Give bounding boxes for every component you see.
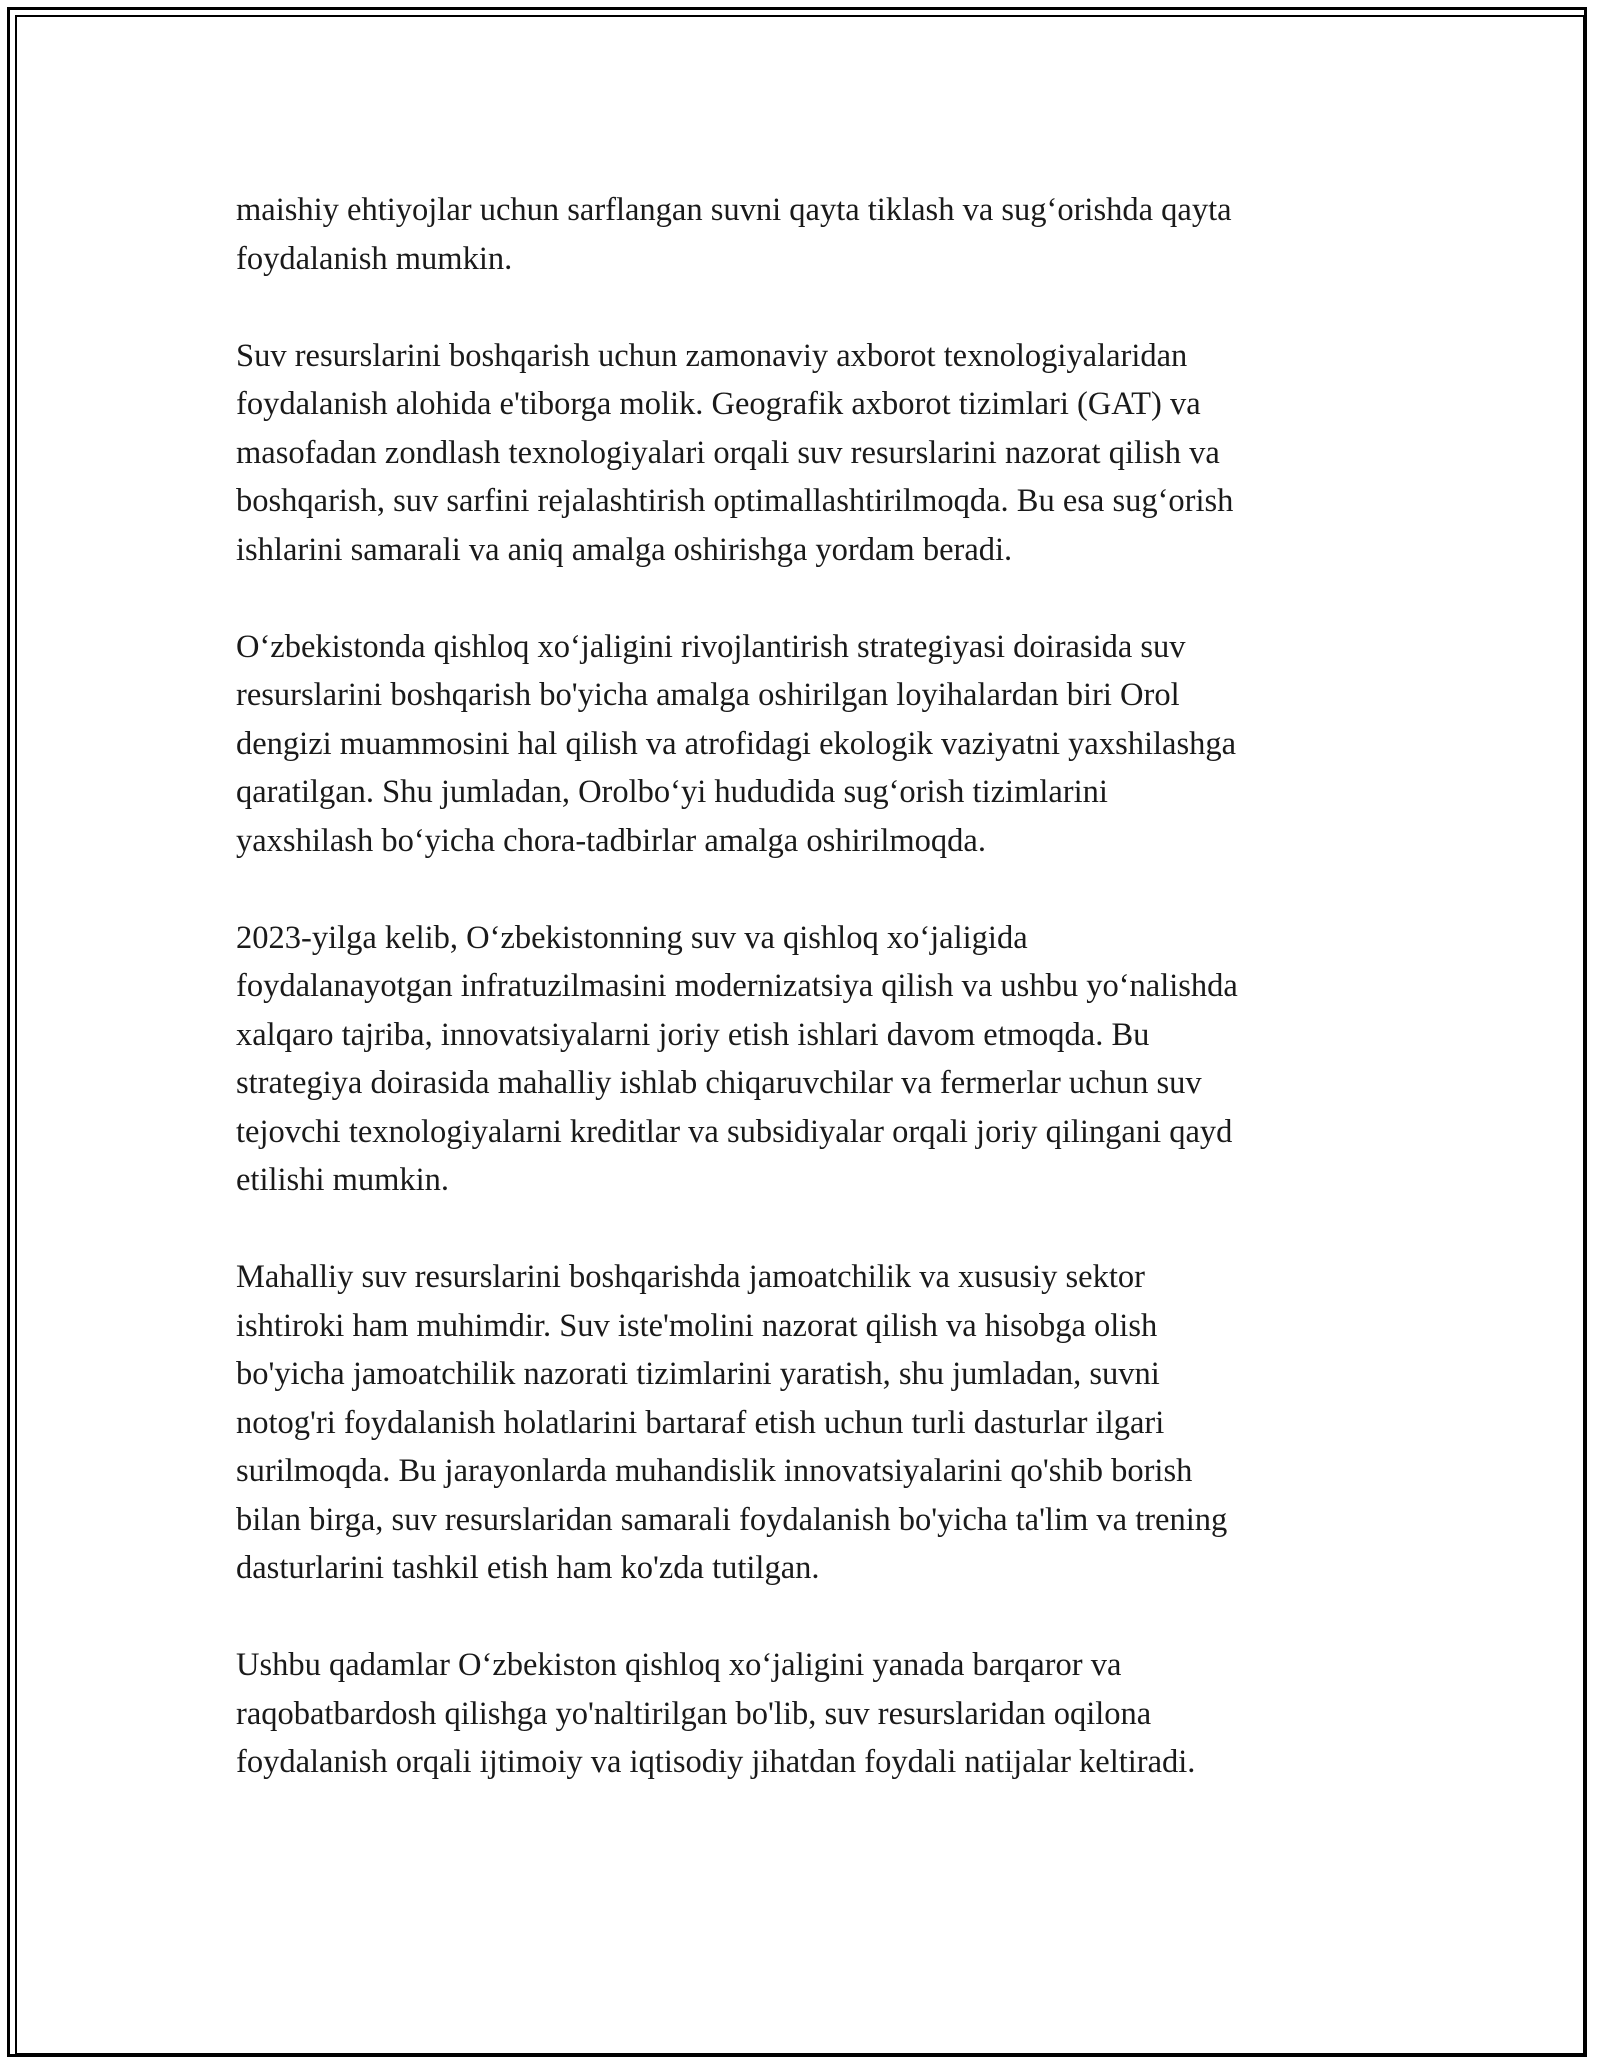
text-line: resurslarini boshqarish bo'yicha amalga oshirilgan loyihalardan biri Orol [236,677,1180,713]
text-line: strategiya doirasida mahalliy ishlab chiqaruvchilar va fermerlar uchun suv [236,1065,1202,1101]
text-line: tejovchi texnologiyalarni kreditlar va subsidiyalar orqali joriy qilingani qayd [236,1113,1233,1150]
text-line: masofadan zondlash texnologiyalari orqali suv resurslarini nazorat qilish va [236,434,1220,471]
text-line: ishlarini samarali va aniq amalga oshirishga yordam beradi. [236,531,1013,568]
text-line: dasturlarini tashkil etish ham ko'zda tutilgan. [236,1550,820,1586]
text-line: foydalanish mumkin. [236,240,513,277]
text-line: bilan birga, suv resurslaridan samarali foydalanish bo'yicha ta'lim va trening [236,1501,1228,1538]
paragraph-6 [236,1641,1376,1787]
text-line: foydalanish alohida e'tiborga molik. Geografik axborot tizimlari (GAT) va [236,386,1201,422]
paragraph-3 [236,623,1376,866]
text-line: foydalanish orqali ijtimoiy va iqtisodiy jihatdan foydali natijalar keltiradi. [236,1744,1196,1780]
text-line: etilishi mumkin. [236,1162,450,1198]
text-line: boshqarish, suv sarfini rejalashtirish optimallashtirilmoqda. Bu esa sug‘orish [236,483,1234,519]
text-line: Suv resurslarini boshqarish uchun zamonaviy axborot texnologiyalaridan [236,337,1188,374]
paragraph-1 [236,186,1376,283]
text-line: raqobatbardosh qilishga yo'naltirilgan bo'lib, suv resurslaridan oqilona [236,1695,1152,1732]
text-line: O‘zbekistonda qishloq xo‘jaligini rivojlantirish strategiyasi doirasida suv [236,628,1186,665]
text-line: ishtiroki ham muhimdir. Suv iste'molini nazorat qilish va hisobga olish [236,1307,1158,1344]
text-line: yaxshilash bo‘yicha chora-tadbirlar amalga oshirilmoqda. [236,822,986,859]
text-line: Ushbu qadamlar O‘zbekiston qishloq xo‘jaligini yanada barqaror va [236,1647,1122,1683]
document-body [236,186,1376,1835]
text-line: dengizi muammosini hal qilish va atrofidagi ekologik vaziyatni yaxshilashga [236,725,1237,762]
paragraph-4 [236,914,1376,1205]
text-line: surilmoqda. Bu jarayonlarda muhandislik innovatsiyalarini qo'shib borish [236,1453,1193,1489]
text-line: bo'yicha jamoatchilik nazorati tizimlarini yaratish, shu jumladan, suvni [236,1356,1160,1392]
text-line: maishiy ehtiyojlar uchun sarflangan suvni qayta tiklash va sug‘orishda qayta [236,192,1232,228]
text-line: 2023-yilga kelib, O‘zbekistonning suv va qishloq xo‘jaligida [236,919,1028,956]
text-line: foydalanayotgan infratuzilmasini modernizatsiya qilish va ushbu yo‘nalishda [236,968,1238,1004]
text-line: notog'ri foydalanish holatlarini bartaraf etish uchun turli dasturlar ilgari [236,1404,1165,1441]
text-line: qaratilgan. Shu jumladan, Orolbo‘yi hududida sug‘orish tizimlarini [236,774,1108,810]
paragraph-2 [236,332,1376,575]
paragraph-5 [236,1253,1376,1593]
text-line: Mahalliy suv resurslarini boshqarishda jamoatchilik va xususiy sektor [236,1259,1145,1295]
text-line: xalqaro tajriba, innovatsiyalarni joriy etish ishlari davom etmoqda. Bu [236,1016,1150,1053]
